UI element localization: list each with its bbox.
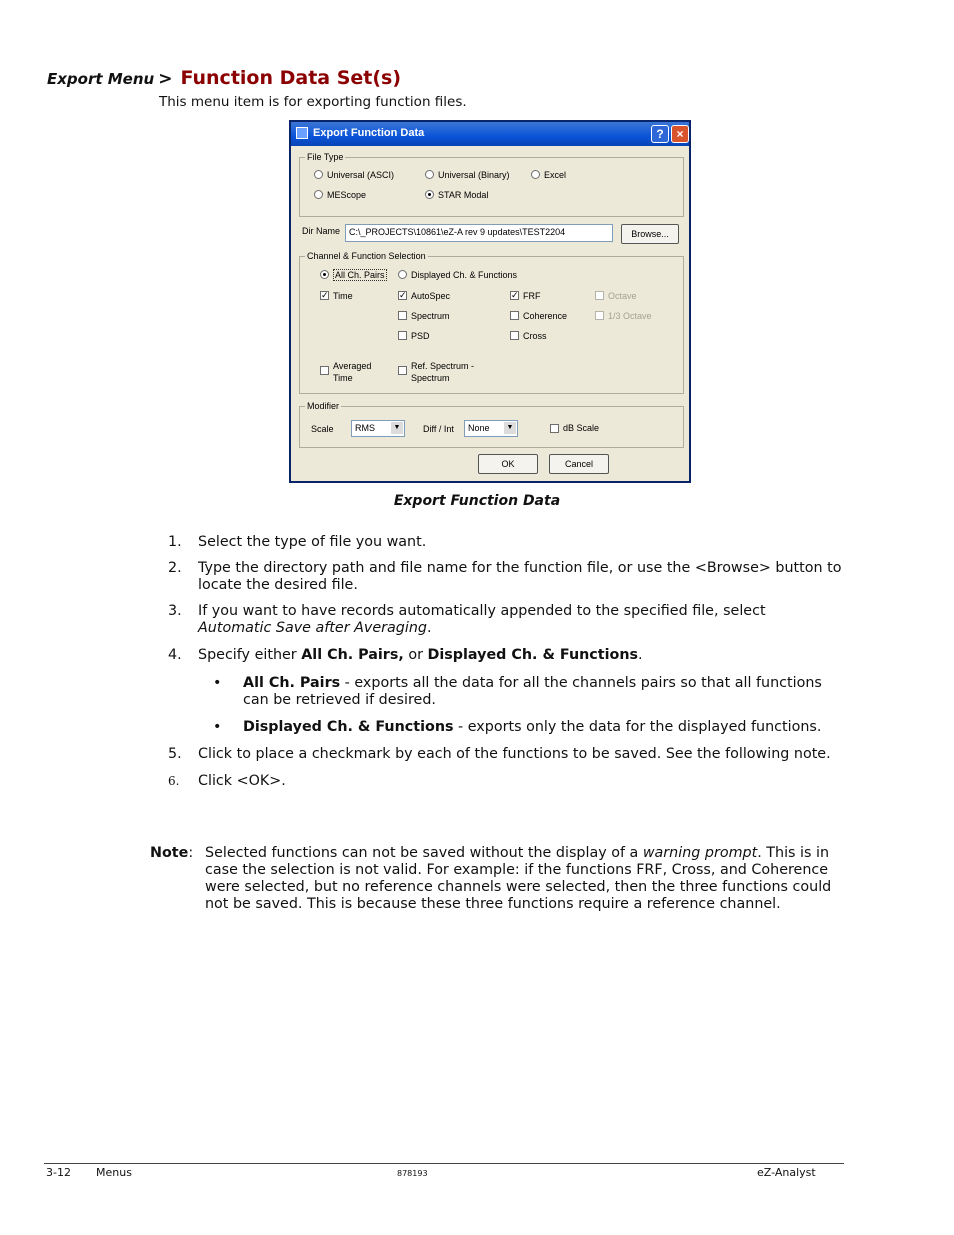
section-heading <box>47 67 401 89</box>
scale-select[interactable] <box>351 420 405 437</box>
step-text <box>198 647 843 664</box>
step-number: 4. <box>168 647 182 663</box>
dir-name-label: Dir Name <box>302 226 341 236</box>
note-text <box>205 845 845 913</box>
note-emphasis: warning prompt <box>642 845 758 861</box>
radio-universal-ascii-label: Universal (ASCI) <box>327 170 395 180</box>
step-number: 3. <box>168 603 182 619</box>
step-text-part: Specify either <box>198 647 302 663</box>
step-number: 2. <box>168 560 182 576</box>
note-colon: : <box>188 845 194 861</box>
averaged-time-checkbox[interactable] <box>320 366 329 375</box>
export-function-data-dialog <box>289 120 691 483</box>
cross-checkbox[interactable] <box>510 331 519 340</box>
footer-divider <box>44 1163 844 1164</box>
step-text: Click to place a checkmark by each of the functions to be saved. See the following note. <box>198 746 831 762</box>
spectrum-label: Spectrum <box>411 311 450 321</box>
bullet-text <box>243 675 833 709</box>
figure-caption: Export Function Data <box>393 493 561 509</box>
note-text-part: Selected functions can not be saved without the display of a <box>205 845 643 861</box>
channel-function-label: Channel & Function Selection <box>307 251 426 261</box>
ref-spectrum-label-2: Spectrum <box>411 373 450 383</box>
note-label <box>150 845 193 862</box>
radio-universal-binary-label: Universal (Binary) <box>438 170 510 180</box>
step-bold: All Ch. Pairs, <box>301 647 404 663</box>
step-text: Type the directory path and file name for the function file, or use the <Browse> button to locate the desired file. <box>198 560 842 593</box>
dialog-title-bar <box>291 122 689 146</box>
radio-excel-label: Excel <box>544 170 567 180</box>
bullet-bold: Displayed Ch. & Functions <box>243 719 454 735</box>
psd-checkbox[interactable] <box>398 331 407 340</box>
step-text: Select the type of file you want. <box>198 534 427 550</box>
third-octave-checkbox <box>595 311 604 320</box>
step-text-part: . <box>426 620 432 636</box>
radio-star-modal-label: STAR Modal <box>438 190 489 200</box>
frf-checkbox[interactable]: ✓ <box>511 290 519 300</box>
dialog-title: Export Function Data <box>313 127 425 139</box>
footer-doc-number: 878193 <box>397 1169 428 1178</box>
step-number: 1. <box>168 534 182 550</box>
dropdown-arrow-icon: ▼ <box>504 422 516 434</box>
bullet-text-part: - exports only the data for the displayed functions. <box>453 719 822 735</box>
dir-name-input[interactable]: C:\_PROJECTS\10861\eZ-A rev 9 updates\TEST2204 <box>345 224 613 242</box>
breadcrumb-separator: > <box>158 69 173 89</box>
radio-mescope-label: MEScope <box>327 190 367 200</box>
modifier-label: Modifier <box>307 401 340 411</box>
step-text-part: or <box>403 647 428 663</box>
scale-label: Scale <box>311 424 334 434</box>
bullet-bold: All Ch. Pairs <box>243 675 341 691</box>
page-title: Function Data Set(s) <box>180 67 402 89</box>
step-number: 6. <box>168 774 180 788</box>
note-label-text: Note <box>150 845 189 861</box>
breadcrumb-section: Export Menu <box>47 70 155 88</box>
step-text-part: . <box>638 647 643 663</box>
close-button[interactable]: × <box>671 125 689 143</box>
coherence-label: Coherence <box>523 311 568 321</box>
step-text-part: If you want to have records automatically appended to the specified file, select <box>198 603 766 619</box>
radio-excel[interactable] <box>531 170 540 179</box>
radio-all-ch-pairs-label: All Ch. Pairs <box>335 270 385 280</box>
bullet-icon: • <box>213 675 222 691</box>
scale-value: RMS <box>355 423 375 433</box>
radio-universal-binary[interactable] <box>425 170 434 179</box>
radio-all-ch-pairs[interactable] <box>320 270 329 279</box>
file-type-label: File Type <box>307 152 344 162</box>
autospec-label: AutoSpec <box>411 291 451 301</box>
ref-spectrum-checkbox[interactable] <box>398 366 407 375</box>
note-text-part: . This is in case the selection is not valid. For example: if the functions FRF, Cross, and Coherence were selected, but no reference channels were selected, then the three functions could not be saved. This is because these three functions require a reference channel. <box>205 845 832 912</box>
diff-int-value: None <box>468 423 490 433</box>
coherence-checkbox[interactable] <box>510 311 519 320</box>
radio-universal-ascii[interactable] <box>314 170 323 179</box>
radio-displayed-ch-functions[interactable] <box>398 270 407 279</box>
footer-page-number: 3-12 <box>46 1166 71 1179</box>
time-label: Time <box>333 291 353 301</box>
third-octave-label: 1/3 Octave <box>608 311 652 321</box>
bullet-text <box>243 719 833 736</box>
step-bold: Displayed Ch. & Functions <box>427 647 639 663</box>
footer-product: eZ-Analyst <box>757 1166 816 1179</box>
averaged-time-label-2: Time <box>333 373 353 383</box>
file-type-group <box>299 157 684 217</box>
autospec-checkbox[interactable]: ✓ <box>399 290 407 300</box>
psd-label: PSD <box>411 331 430 341</box>
cross-label: Cross <box>523 331 547 341</box>
intro-text: This menu item is for exporting function files. <box>159 94 467 110</box>
spectrum-checkbox[interactable] <box>398 311 407 320</box>
step-text <box>198 603 843 637</box>
step-emphasis: Automatic Save after Averaging <box>198 620 427 636</box>
step-text: Click <OK>. <box>198 773 286 789</box>
ok-button[interactable]: OK <box>478 454 538 474</box>
db-scale-label: dB Scale <box>563 423 600 433</box>
app-icon <box>296 127 308 139</box>
radio-star-modal[interactable] <box>425 190 434 199</box>
footer-chapter: Menus <box>96 1166 132 1179</box>
octave-checkbox <box>595 291 604 300</box>
browse-button[interactable]: Browse... <box>621 224 679 244</box>
radio-mescope[interactable] <box>314 190 323 199</box>
cancel-button[interactable]: Cancel <box>549 454 609 474</box>
db-scale-checkbox[interactable] <box>550 424 559 433</box>
help-button[interactable]: ? <box>651 125 669 143</box>
step-number: 5. <box>168 746 182 762</box>
diff-int-select[interactable] <box>464 420 518 437</box>
ref-spectrum-label-1: Ref. Spectrum - <box>411 361 475 371</box>
dropdown-arrow-icon: ▼ <box>391 422 403 434</box>
octave-label: Octave <box>608 291 637 301</box>
radio-displayed-ch-functions-label: Displayed Ch. & Functions <box>411 270 518 280</box>
frf-label: FRF <box>523 291 541 301</box>
bullet-icon: • <box>213 719 222 735</box>
bullet-text-part: - exports all the data for all the channels pairs so that all functions can be retrieved if desired. <box>243 675 822 708</box>
diff-int-label: Diff / Int <box>423 424 454 434</box>
averaged-time-label-1: Averaged <box>333 361 372 371</box>
time-checkbox[interactable]: ✓ <box>321 290 329 300</box>
